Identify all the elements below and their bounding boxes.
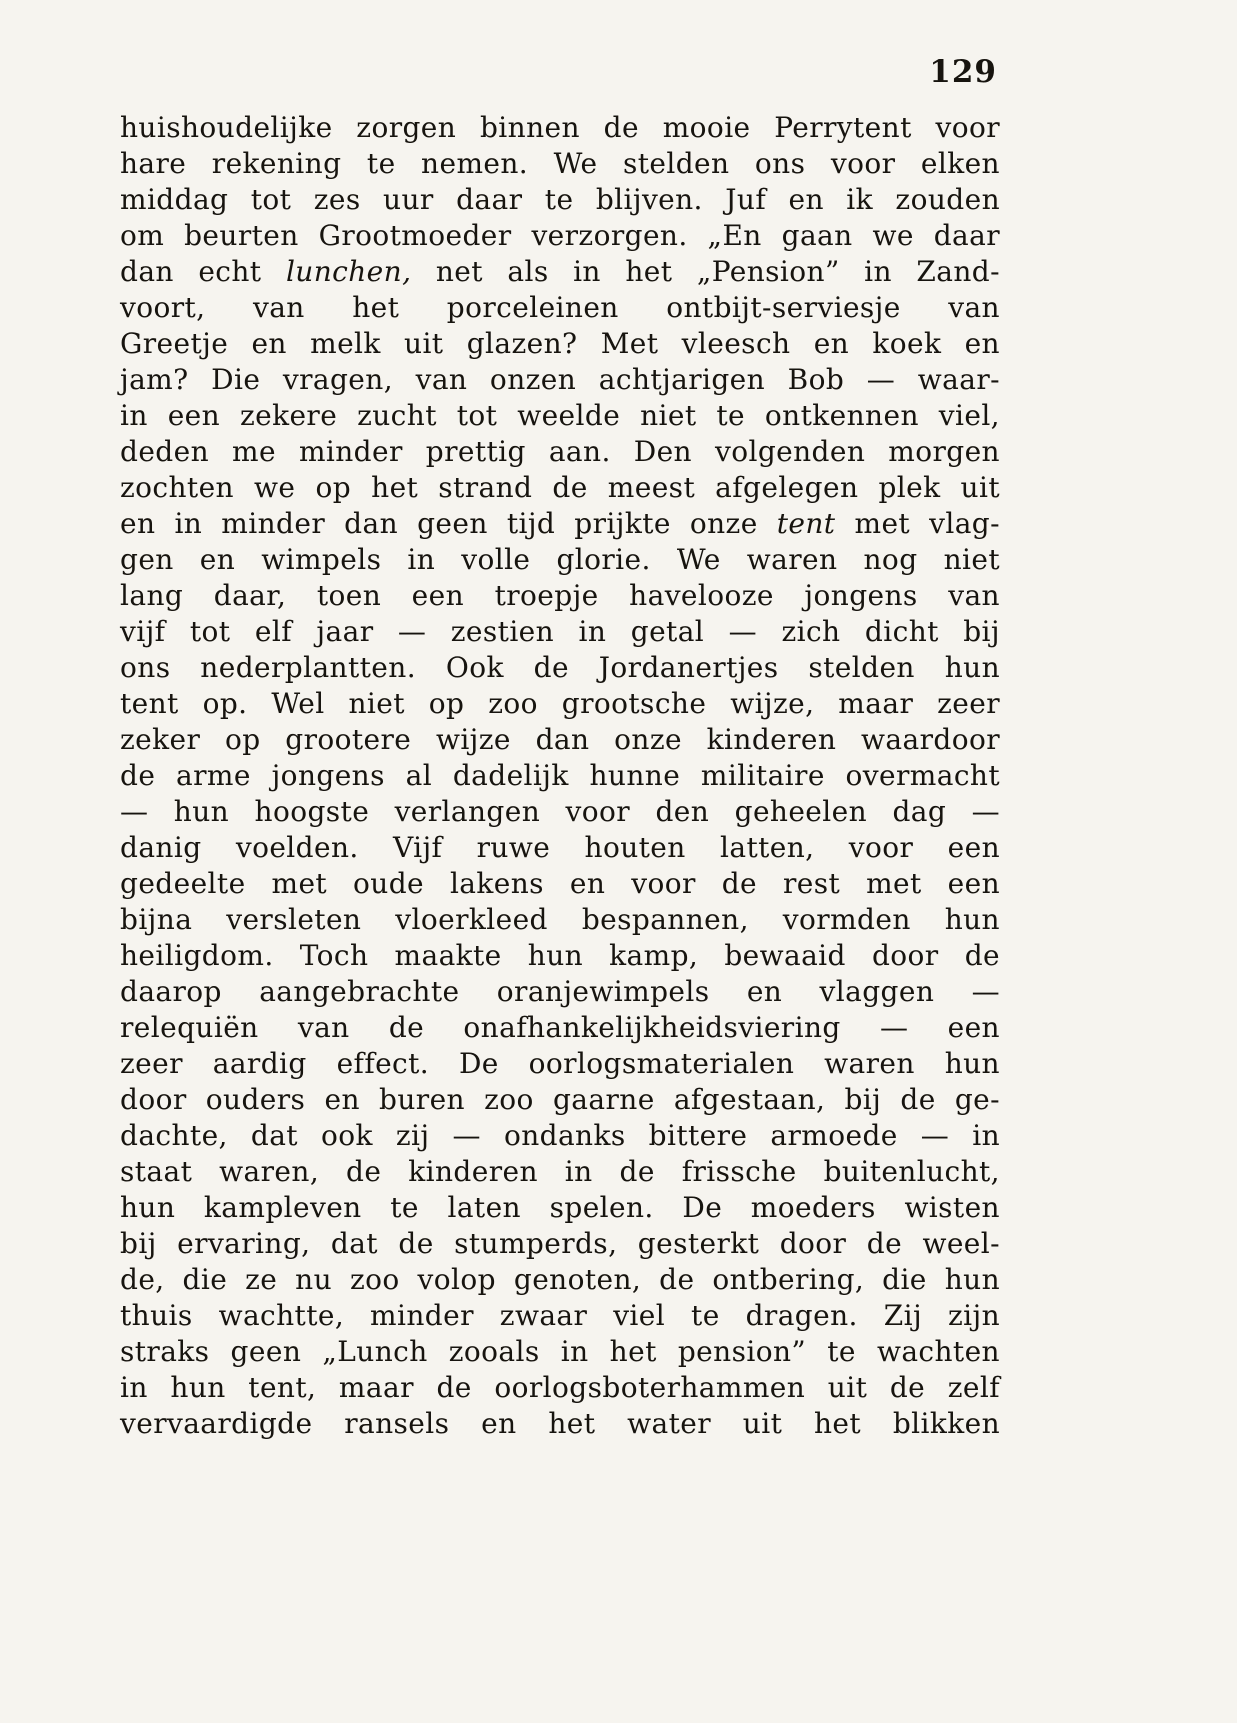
- text-line: [120, 290, 1000, 326]
- text-line: [120, 974, 1000, 1010]
- text-line: [120, 1118, 1000, 1154]
- italic-text: lunchen,: [285, 255, 412, 288]
- text-line: [120, 326, 1000, 362]
- text-line: [120, 1406, 1000, 1442]
- text-line: [120, 722, 1000, 758]
- text-line: [120, 470, 1000, 506]
- text-segment: huishoudelijke zorgen binnen de mooie Perrytent voor: [120, 111, 1000, 144]
- text-line: [120, 146, 1000, 182]
- text-line: [120, 650, 1000, 686]
- text-segment: relequiën van de onafhankelijkheidsviering — een: [120, 1011, 1000, 1044]
- text-line: [120, 1190, 1000, 1226]
- text-line: [120, 1334, 1000, 1370]
- text-segment: zeer aardig effect. De oorlogsmaterialen waren hun: [120, 1047, 1000, 1080]
- text-segment: straks geen „Lunch zooals in het pension” te wachten: [120, 1335, 1000, 1368]
- text-line: [120, 938, 1000, 974]
- text-line: [120, 506, 1000, 542]
- text-block: [120, 110, 1000, 1442]
- text-line: [120, 1046, 1000, 1082]
- text-segment: met vlag-: [835, 507, 1000, 540]
- text-segment: Greetje en melk uit glazen? Met vleesch en koek en: [120, 327, 1000, 360]
- text-line: [120, 362, 1000, 398]
- text-line: [120, 686, 1000, 722]
- text-segment: jam? Die vragen, van onzen achtjarigen Bob — waar-: [120, 363, 1000, 396]
- text-line: [120, 1082, 1000, 1118]
- text-line: [120, 1370, 1000, 1406]
- text-segment: daarop aangebrachte oranjewimpels en vlaggen —: [120, 975, 1000, 1008]
- text-segment: bijna versleten vloerkleed bespannen, vormden hun: [120, 903, 1000, 936]
- text-segment: vervaardigde ransels en het water uit het blikken: [120, 1407, 1000, 1440]
- text-line: [120, 578, 1000, 614]
- text-line: [120, 614, 1000, 650]
- text-segment: door ouders en buren zoo gaarne afgestaan, bij de ge-: [120, 1083, 1000, 1116]
- text-segment: gedeelte met oude lakens en voor de rest met een: [120, 867, 1000, 900]
- text-line: [120, 794, 1000, 830]
- text-segment: in hun tent, maar de oorlogsboterhammen uit de zelf: [120, 1371, 1000, 1404]
- text-segment: om beurten Grootmoeder verzorgen. „En gaan we daar: [120, 219, 1000, 252]
- text-segment: de, die ze nu zoo volop genoten, de ontbering, die hun: [120, 1263, 1000, 1296]
- text-segment: hun kampleven te laten spelen. De moeders wisten: [120, 1191, 1000, 1224]
- text-segment: en in minder dan geen tijd prijkte onze: [120, 507, 777, 540]
- text-line: [120, 830, 1000, 866]
- text-segment: tent op. Wel niet op zoo grootsche wijze, maar zeer: [120, 687, 1000, 720]
- text-segment: net als in het „Pension” in Zand-: [411, 255, 1000, 288]
- text-line: [120, 902, 1000, 938]
- text-segment: voort, van het porceleinen ontbijt-serviesje van: [120, 291, 1000, 324]
- text-segment: ons nederplantten. Ook de Jordanertjes stelden hun: [120, 651, 1000, 684]
- text-line: [120, 218, 1000, 254]
- text-line: [120, 866, 1000, 902]
- text-line: [120, 434, 1000, 470]
- text-segment: deden me minder prettig aan. Den volgenden morgen: [120, 435, 1000, 468]
- text-line: [120, 758, 1000, 794]
- text-segment: dan echt: [120, 255, 286, 288]
- text-segment: de arme jongens al dadelijk hunne militaire overmacht: [120, 759, 1000, 792]
- text-segment: bij ervaring, dat de stumperds, gesterkt door de weel-: [120, 1227, 1000, 1260]
- text-segment: vijf tot elf jaar — zestien in getal — zich dicht bij: [120, 615, 1000, 648]
- text-line: [120, 1298, 1000, 1334]
- text-segment: thuis wachtte, minder zwaar viel te dragen. Zij zijn: [120, 1299, 1000, 1332]
- text-line: [120, 542, 1000, 578]
- text-segment: zochten we op het strand de meest afgelegen plek uit: [120, 471, 1000, 504]
- text-line: [120, 1226, 1000, 1262]
- text-segment: dachte, dat ook zij — ondanks bittere armoede — in: [120, 1119, 1000, 1152]
- text-line: [120, 1154, 1000, 1190]
- text-segment: staat waren, de kinderen in de frissche buitenlucht,: [120, 1155, 1000, 1188]
- text-segment: heiligdom. Toch maakte hun kamp, bewaaid door de: [120, 939, 1000, 972]
- text-segment: gen en wimpels in volle glorie. We waren nog niet: [120, 543, 1000, 576]
- page-number: 129: [929, 54, 997, 90]
- text-segment: — hun hoogste verlangen voor den geheelen dag —: [120, 795, 1000, 828]
- text-segment: danig voelden. Vijf ruwe houten latten, voor een: [120, 831, 1000, 864]
- text-line: [120, 182, 1000, 218]
- text-line: [120, 110, 1000, 146]
- text-segment: lang daar, toen een troepje havelooze jongens van: [120, 579, 1000, 612]
- text-segment: hare rekening te nemen. We stelden ons voor elken: [120, 147, 1000, 180]
- text-line: [120, 398, 1000, 434]
- text-segment: middag tot zes uur daar te blijven. Juf en ik zouden: [120, 183, 1000, 216]
- text-segment: in een zekere zucht tot weelde niet te ontkennen viel,: [120, 399, 1000, 432]
- text-line: [120, 254, 1000, 290]
- text-line: [120, 1262, 1000, 1298]
- text-line: [120, 1010, 1000, 1046]
- text-segment: zeker op grootere wijze dan onze kinderen waardoor: [120, 723, 1000, 756]
- italic-text: tent: [776, 507, 836, 540]
